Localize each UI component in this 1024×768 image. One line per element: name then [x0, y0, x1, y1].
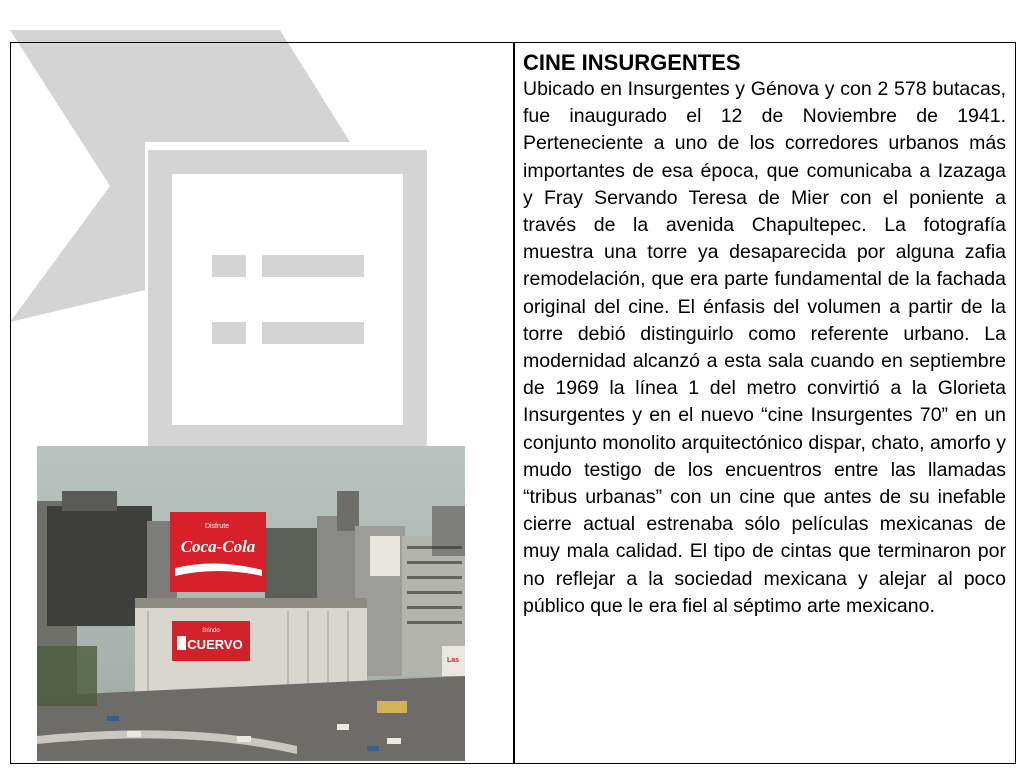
sign-right-text: Las	[446, 657, 460, 664]
article-body: Ubicado en Insurgentes y Génova y con 2 578 butacas, fue inaugurado el 12 de Noviembre de 1941. Perteneciente a uno de los corredores urbanos más importantes de esa época, que comunicaba a Izazaga y Fray Servando Teresa de Mier con el poniente a través de la avenida Chapultepec. La fotografía muestra una torre ya desaparecida por alguna zafia remodelación, que era parte fundamental de la fachada original del cine. El énfasis del volumen a partir de la torre debió distinguirlo como referente urbano. La modernidad alcanzó a esta sala cuando en septiembre de 1969 la línea 1 del metro convirtió a la Glorieta Insurgentes y en el nuevo “cine Insurgentes 70” en un conjunto monolito arquitectónico dispar, chato, amorfo y mudo testigo de los encuentros entre las llamadas “tribus urbanas” con un cine que antes de su inefable cierre actual estrenaba sólo películas mexicanas de muy mala calidad. El tipo de cintas que terminaron por no reflejar a la sociedad mexicana y alejar al poco público que le era fiel al séptimo arte mexicano.	[523, 78, 1006, 617]
bus	[377, 701, 407, 713]
billboard-low-small: Brindo	[202, 628, 220, 634]
article-title: CINE INSURGENTES	[523, 50, 741, 75]
billboard-low-brand: CUERVO	[187, 637, 243, 652]
building	[62, 491, 117, 511]
cine-insurgentes-photo	[37, 446, 465, 761]
column-divider	[513, 43, 515, 763]
city-photo-illustration	[37, 446, 465, 761]
trees	[37, 646, 97, 706]
building	[337, 491, 359, 531]
sign-billboard	[370, 536, 400, 576]
text-cell	[523, 49, 1006, 620]
billboard-top-brand: Coca-Cola	[180, 537, 256, 556]
cuervo-logo	[177, 636, 186, 650]
content-table	[10, 42, 1016, 764]
billboard-top-small: Disfrute	[204, 523, 230, 530]
cinema-roof	[135, 598, 367, 608]
image-cell	[11, 43, 513, 763]
